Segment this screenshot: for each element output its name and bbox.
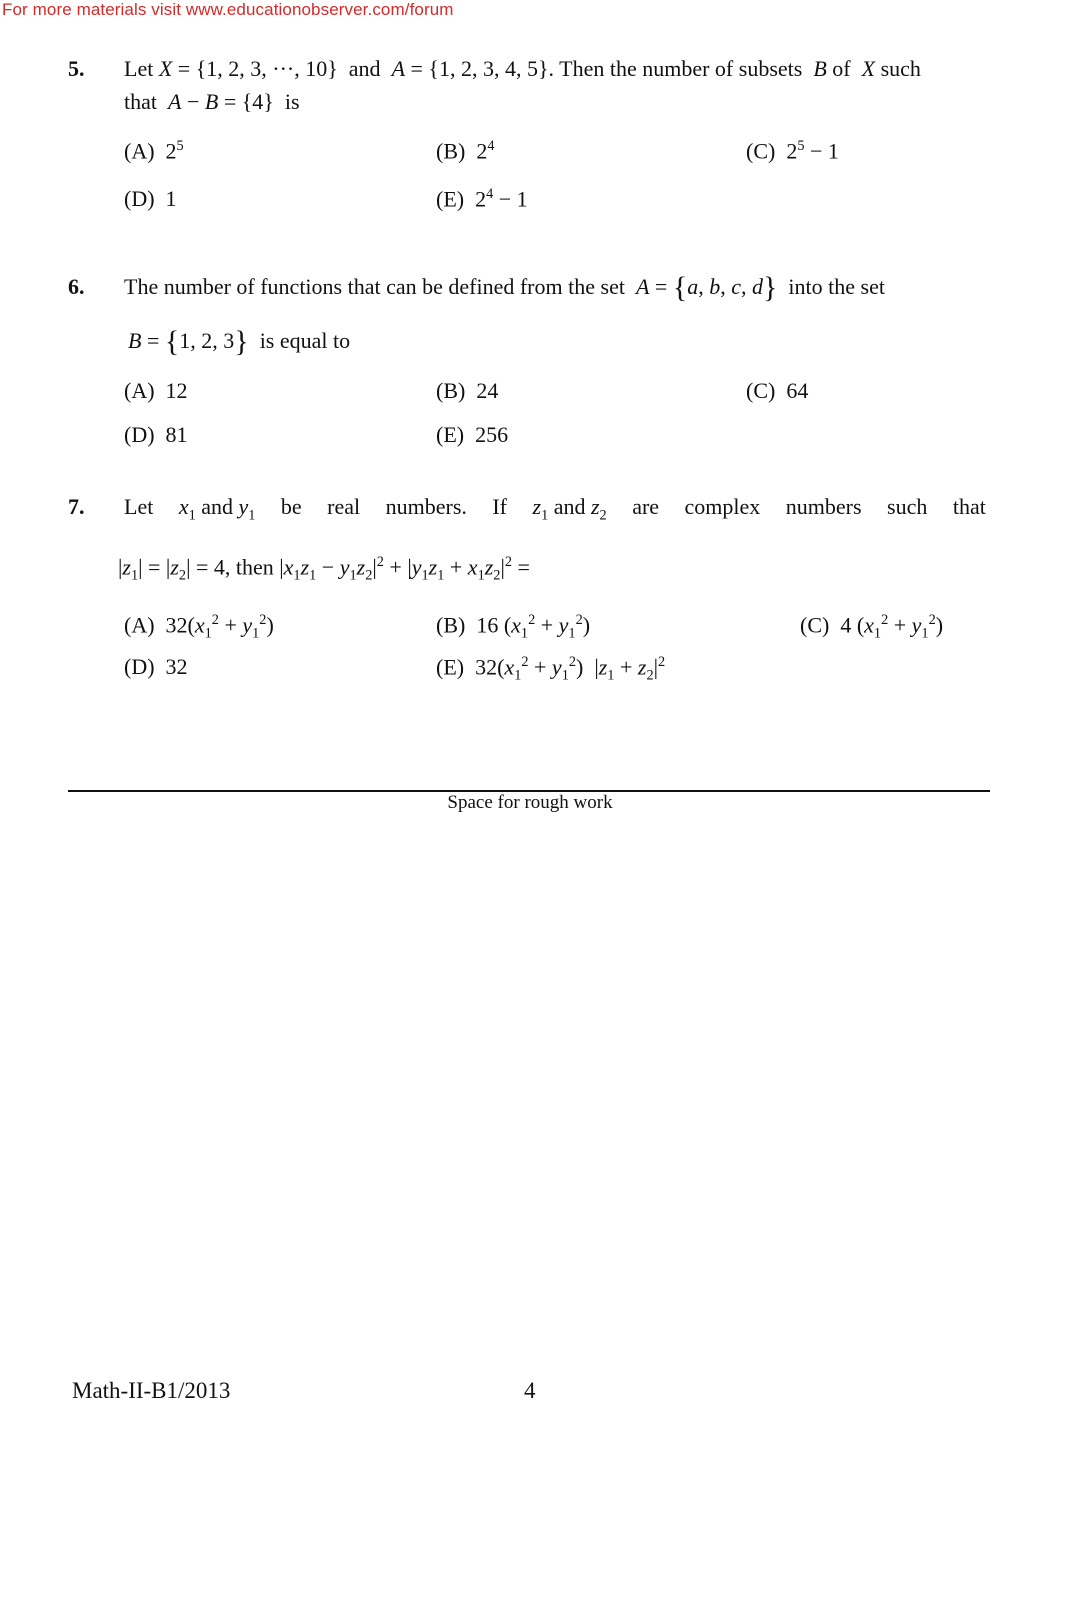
option-e[interactable]: (E) 256 [436,422,509,447]
page-number: 4 [524,1378,536,1403]
option-b[interactable]: (B) $2^4$ [436,138,495,164]
rough-work-label: Space for rough work [447,792,613,813]
question-number: 5. [68,56,85,81]
option-a[interactable]: (A) $2^5$ [124,138,184,164]
option-b[interactable]: (B) 24 [436,378,499,403]
question-number: 6. [68,274,85,299]
option-c[interactable]: (C) 4 $(x_1^2 + y_1^2)$ [800,612,944,642]
option-c[interactable]: (C) 64 [746,378,809,403]
option-b[interactable]: (B) 16 $(x_1^2 + y_1^2)$ [436,612,591,642]
paper-code: Math-II-B1/2013 [72,1378,231,1403]
question-number: 7. [68,494,85,519]
question-stem-line2: that A − B = {4} is [124,89,300,114]
question-stem-line1: Let X = {1, 2, 3, ···, 10} and A = {1, 2, 3, 4, 5}. Then the number of subsets B of X such [124,56,921,81]
option-e[interactable]: (E) $2^4 - 1$ [436,186,528,212]
question-stem-line2: B = {1, 2, 3} is equal to [128,325,351,358]
question-stem-line1: The number of functions that can be defined from the set A = {a, b, c, d} into the set [124,271,885,304]
option-a[interactable]: (A) 12 [124,378,188,403]
question-stem-line1: Let $x_1$ and $y_1$ be real numbers. If $z_1$ and $z_2$ are complex numbers such that [124,494,986,524]
source-banner-link[interactable]: For more materials visit www.educationobserver.com/forum [2,0,454,19]
option-d[interactable]: (D) 32 [124,654,188,679]
option-a[interactable]: (A) $32(x_1^2 + y_1^2)$ [124,612,274,642]
option-d[interactable]: (D) 1 [124,186,177,211]
option-c[interactable]: (C) $2^5 - 1$ [746,138,839,164]
option-d[interactable]: (D) 81 [124,422,188,447]
option-e[interactable]: (E) $32(x_1^2 + y_1^2) |z_1 + z_2|^2$ [436,654,666,684]
question-stem-line2: $|z_1| = |z_2| = 4$, then $|x_1z_1 - y_1z_2|^2 + |y_1z_1 + x_1z_2|^2$ = [118,554,530,584]
